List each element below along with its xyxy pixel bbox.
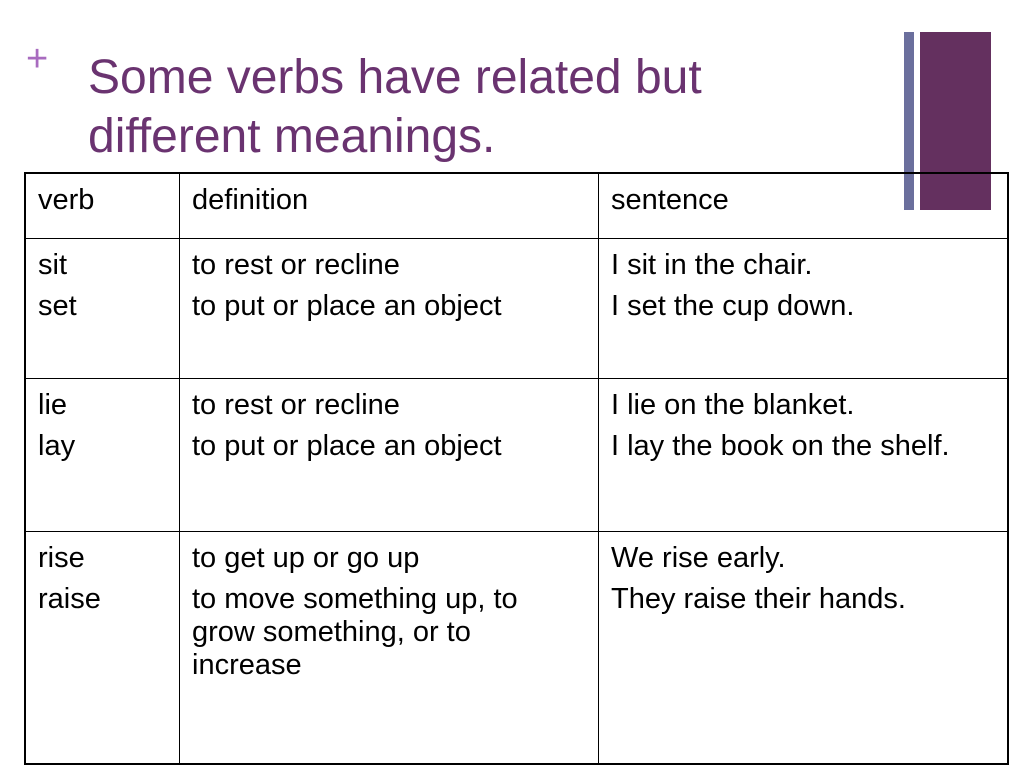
- table-row: [25, 532, 1008, 765]
- title-line-1: Some verbs have related but: [88, 51, 702, 104]
- header-definition: definition: [180, 173, 599, 239]
- definition-cell: [180, 379, 599, 532]
- definition-cell: [180, 239, 599, 379]
- table-row: [25, 239, 1008, 379]
- table-header-row: [25, 173, 1008, 239]
- sentence: I set the cup down.: [611, 290, 855, 322]
- sentence: They raise their hands.: [611, 583, 906, 615]
- definition: to put or place an object: [192, 290, 502, 322]
- verb: set: [38, 290, 77, 322]
- bullet-plus-icon: +: [26, 38, 49, 80]
- sentence: I sit in the chair.: [611, 249, 813, 281]
- definition: to rest or recline: [192, 249, 400, 281]
- definition: to move something up, to grow something, or to increase: [192, 583, 518, 681]
- sentence: We rise early.: [611, 542, 786, 574]
- table-row: [25, 379, 1008, 532]
- sentence-cell: [599, 532, 1009, 765]
- sentence-cell: [599, 379, 1009, 532]
- definition: to get up or go up: [192, 542, 420, 574]
- verb: raise: [38, 583, 101, 615]
- definition: to put or place an object: [192, 430, 502, 462]
- slide-title: [88, 48, 888, 166]
- verb: sit: [38, 249, 67, 281]
- verb: lie: [38, 389, 68, 421]
- verb-cell: [25, 239, 180, 379]
- definition-cell: [180, 532, 599, 765]
- header-verb: verb: [25, 173, 180, 239]
- definition: to rest or recline: [192, 389, 400, 421]
- sentence-cell: [599, 239, 1009, 379]
- verb-cell: [25, 379, 180, 532]
- title-line-2: different meanings.: [88, 110, 496, 163]
- verb: rise: [38, 542, 85, 574]
- sentence: I lie on the blanket.: [611, 389, 855, 421]
- sentence: I lay the book on the shelf.: [611, 430, 950, 462]
- header-sentence: sentence: [599, 173, 1009, 239]
- verbs-table: [24, 172, 1009, 765]
- verb: lay: [38, 430, 76, 462]
- verb-cell: [25, 532, 180, 765]
